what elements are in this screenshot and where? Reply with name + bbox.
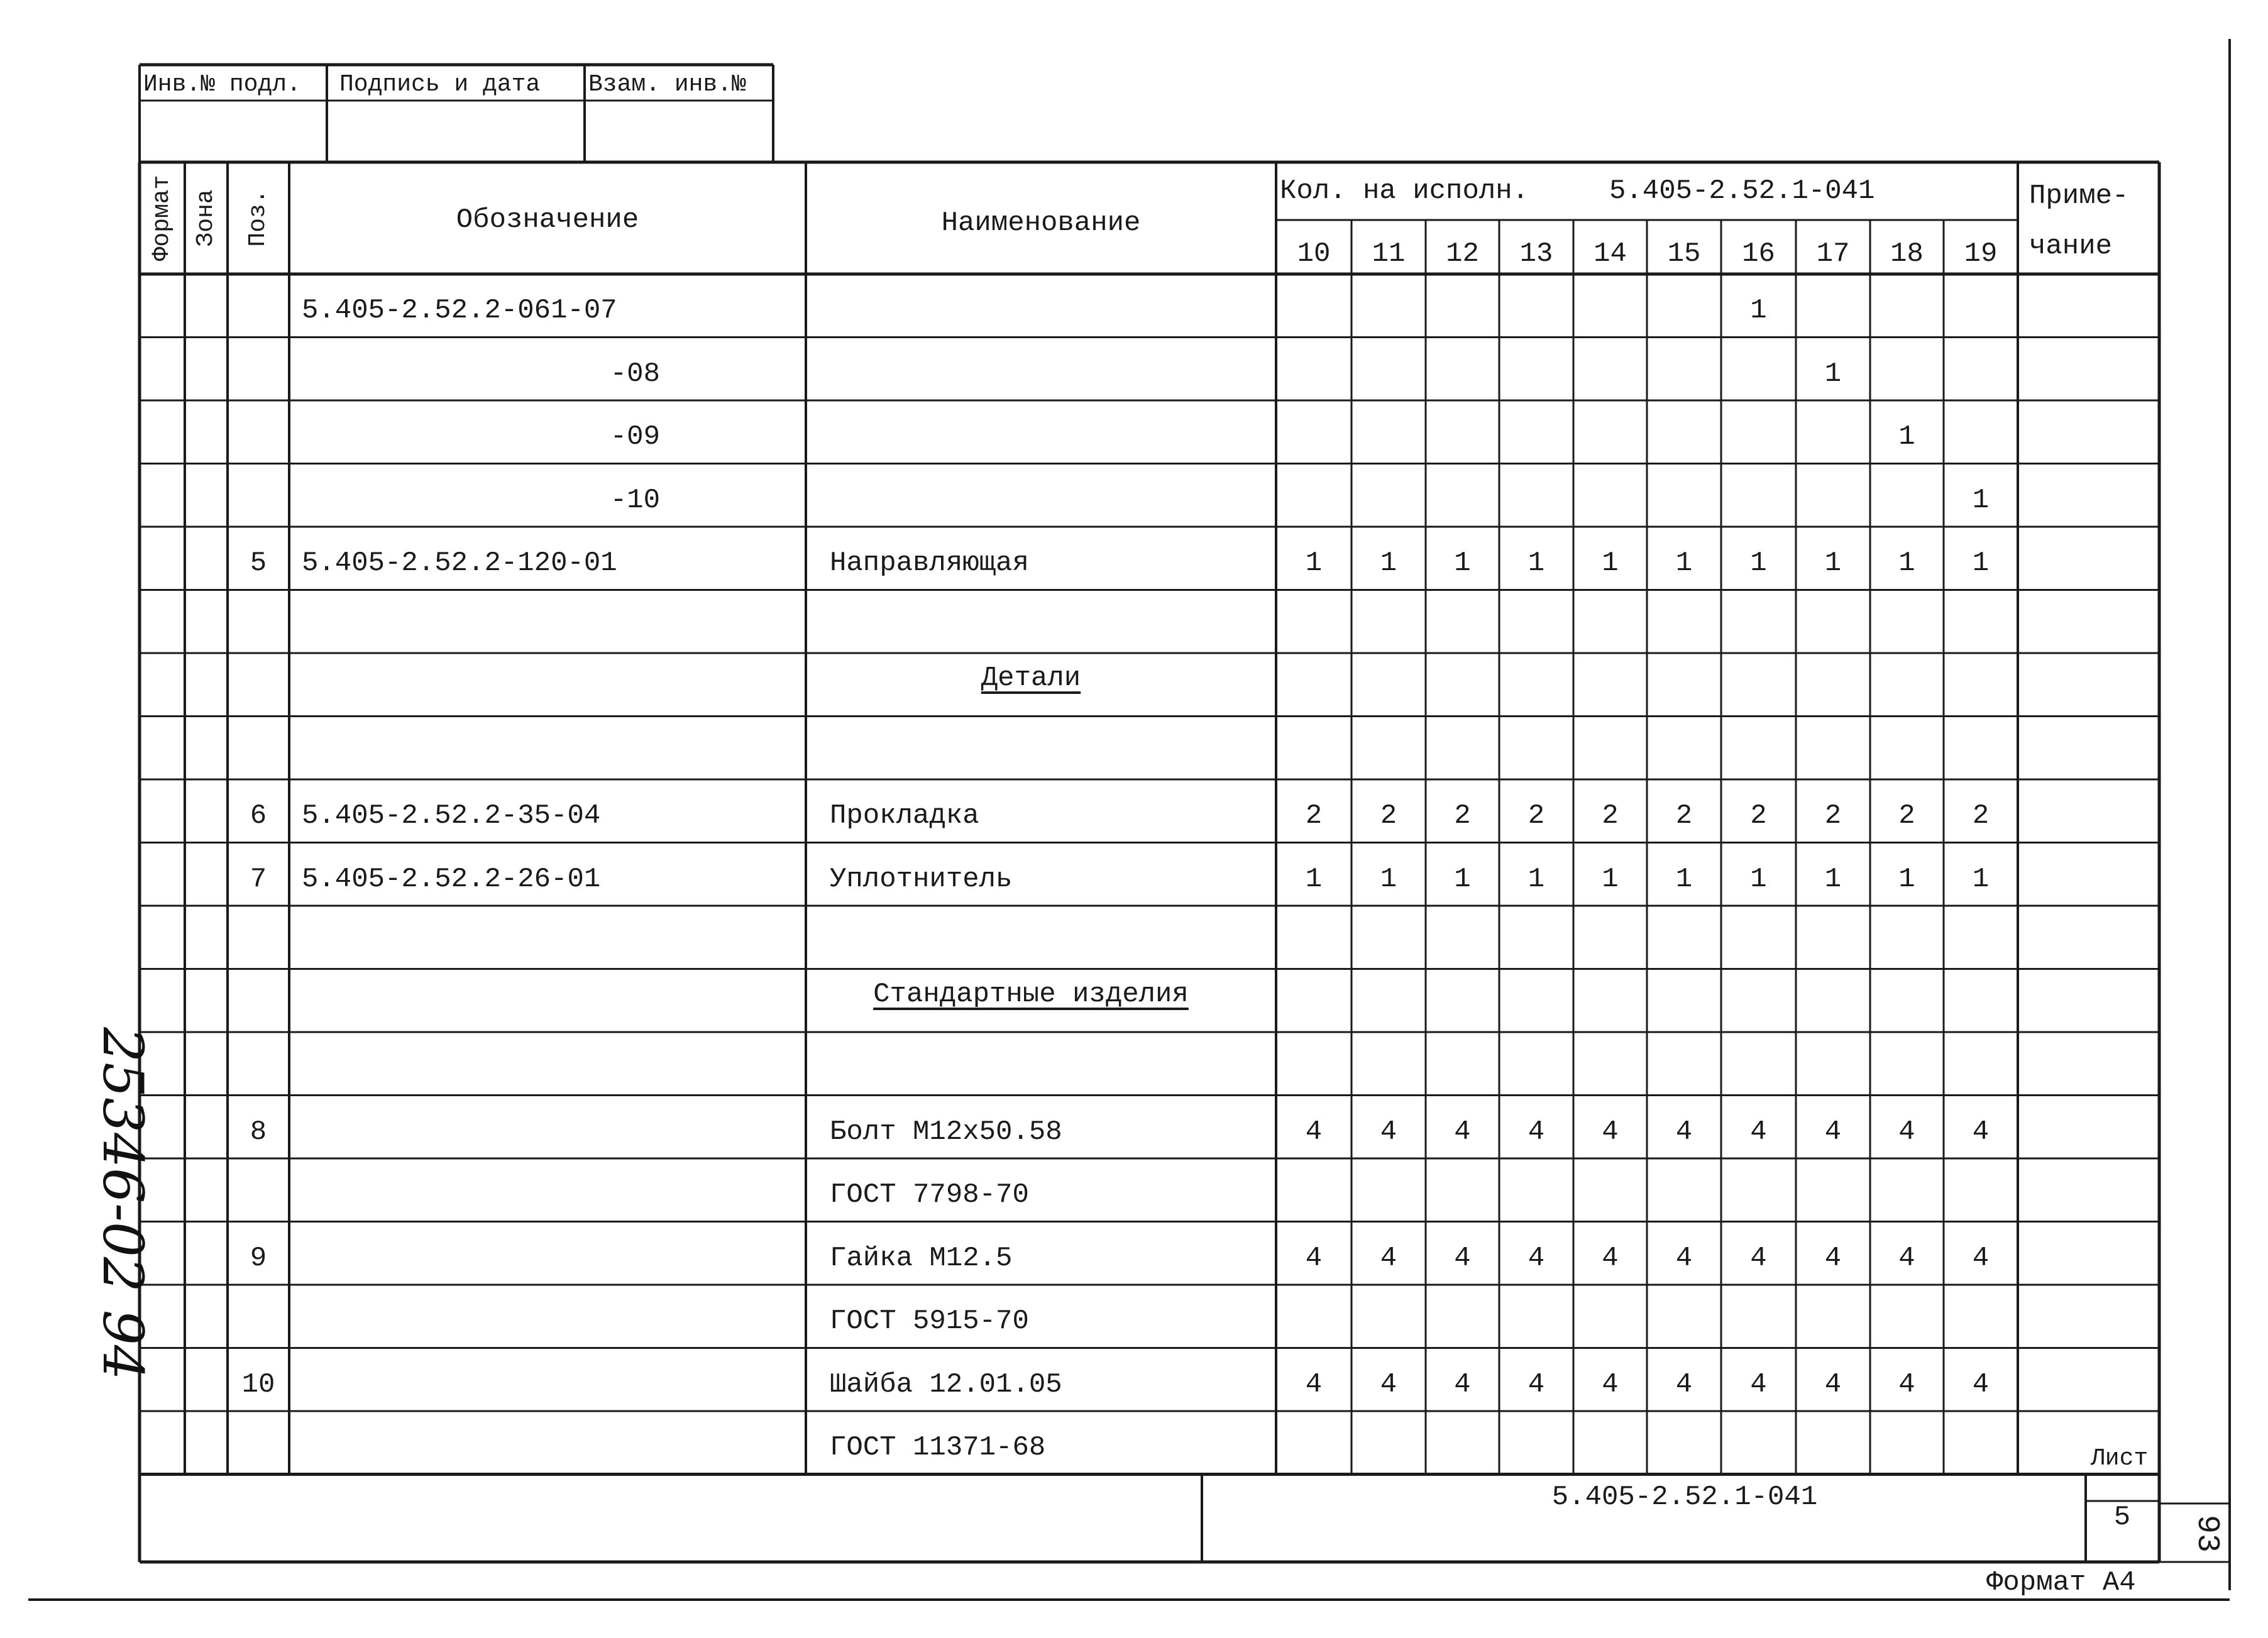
row-qty: 1 — [1454, 547, 1471, 579]
row-qty: 2 — [1750, 800, 1767, 832]
row-qty: 4 — [1602, 1242, 1619, 1274]
header-variant: 11 — [1372, 238, 1406, 270]
row-qty: 1 — [1972, 484, 1990, 516]
row-qty: 4 — [1898, 1242, 1915, 1274]
row-naimenovanie: ГОСТ 7798-70 — [830, 1179, 1029, 1211]
row-qty: 1 — [1305, 863, 1323, 895]
row-naimenovanie: Прокладка — [830, 800, 979, 832]
row-qty: 4 — [1528, 1242, 1545, 1274]
row-oboznachenie: -09 — [610, 421, 660, 453]
row-oboznachenie: -08 — [610, 358, 660, 390]
row-qty: 1 — [1824, 358, 1842, 390]
row-oboznachenie: 5.405-2.52.2-26-01 — [302, 863, 601, 895]
header-format: Формат — [148, 175, 175, 261]
footer-list-label: Лист — [2091, 1445, 2149, 1472]
row-qty: 1 — [1380, 863, 1397, 895]
header-variant: 13 — [1519, 238, 1553, 270]
header-kol-label: Кол. на исполн. — [1280, 175, 1529, 207]
row-qty: 4 — [1750, 1368, 1767, 1400]
row-qty: 4 — [1675, 1368, 1693, 1400]
header-poz: Поз. — [245, 189, 272, 247]
row-oboznachenie: -10 — [610, 484, 660, 516]
row-qty: 2 — [1305, 800, 1323, 832]
row-qty: 2 — [1898, 800, 1915, 832]
row-qty: 4 — [1898, 1368, 1915, 1400]
footer-list-num: 5 — [2113, 1502, 2131, 1533]
row-naimenovanie: Гайка М12.5 — [830, 1242, 1013, 1274]
row-qty: 4 — [1380, 1242, 1397, 1274]
header-variant: 17 — [1816, 238, 1850, 270]
row-poz: 5 — [250, 547, 267, 579]
header-variant: 19 — [1964, 238, 1998, 270]
row-poz: 7 — [250, 863, 267, 895]
row-qty: 2 — [1454, 800, 1471, 832]
row-qty: 1 — [1750, 863, 1767, 895]
row-qty: 2 — [1528, 800, 1545, 832]
row-qty: 1 — [1305, 547, 1323, 579]
row-qty: 4 — [1305, 1368, 1323, 1400]
handwritten-note: 25346-02 94 — [91, 1027, 155, 1380]
row-qty: 4 — [1305, 1116, 1323, 1148]
row-qty: 1 — [1675, 863, 1693, 895]
row-qty: 4 — [1528, 1368, 1545, 1400]
row-qty: 1 — [1528, 863, 1545, 895]
footer-format: Формат А4 — [1986, 1567, 2136, 1598]
row-qty: 1 — [1824, 547, 1842, 579]
row-poz: 8 — [250, 1116, 267, 1148]
row-qty: 4 — [1675, 1116, 1693, 1148]
row-qty: 4 — [1824, 1242, 1842, 1274]
row-qty: 1 — [1380, 547, 1397, 579]
row-qty: 4 — [1824, 1116, 1842, 1148]
row-qty: 4 — [1602, 1368, 1619, 1400]
row-qty: 1 — [1898, 547, 1915, 579]
section-heading: Детали — [981, 662, 1081, 694]
row-qty: 1 — [1972, 863, 1990, 895]
row-qty: 2 — [1675, 800, 1693, 832]
row-oboznachenie: 5.405-2.52.2-35-04 — [302, 800, 601, 832]
row-poz: 10 — [241, 1368, 275, 1400]
header-variant: 10 — [1297, 238, 1331, 270]
row-qty: 4 — [1454, 1368, 1471, 1400]
row-qty: 4 — [1675, 1242, 1693, 1274]
row-qty: 1 — [1898, 863, 1915, 895]
row-qty: 1 — [1675, 547, 1693, 579]
row-qty: 4 — [1972, 1368, 1990, 1400]
row-qty: 4 — [1305, 1242, 1323, 1274]
row-qty: 1 — [1750, 547, 1767, 579]
header-kol-doc: 5.405-2.52.1-041 — [1609, 175, 1875, 207]
row-oboznachenie: 5.405-2.52.2-061-07 — [302, 295, 617, 326]
row-qty: 4 — [1380, 1116, 1397, 1148]
row-qty: 4 — [1898, 1116, 1915, 1148]
row-qty: 4 — [1750, 1116, 1767, 1148]
row-qty: 4 — [1528, 1116, 1545, 1148]
row-qty: 1 — [1528, 547, 1545, 579]
row-qty: 4 — [1454, 1242, 1471, 1274]
row-qty: 1 — [1898, 421, 1915, 453]
row-qty: 1 — [1602, 547, 1619, 579]
row-qty: 1 — [1972, 547, 1990, 579]
header-naimenovanie: Наименование — [941, 207, 1141, 239]
footer-doc-number: 5.405-2.52.1-041 — [1551, 1481, 1818, 1513]
row-qty: 1 — [1824, 863, 1842, 895]
stamp-inv-podl: Инв.№ подл. — [143, 71, 301, 98]
row-qty: 4 — [1972, 1242, 1990, 1274]
row-naimenovanie: ГОСТ 5915-70 — [830, 1305, 1029, 1337]
row-naimenovanie: Болт М12х50.58 — [830, 1116, 1062, 1148]
row-qty: 1 — [1602, 863, 1619, 895]
header-variant: 14 — [1594, 238, 1627, 270]
row-qty: 4 — [1454, 1116, 1471, 1148]
header-zona: Зона — [192, 189, 219, 247]
page-side-number: 93 — [2189, 1514, 2225, 1553]
row-naimenovanie: Направляющая — [830, 547, 1029, 579]
row-qty: 4 — [1824, 1368, 1842, 1400]
row-naimenovanie: ГОСТ 11371-68 — [830, 1432, 1046, 1463]
row-qty: 2 — [1380, 800, 1397, 832]
row-qty: 1 — [1454, 863, 1471, 895]
header-variant: 15 — [1667, 238, 1701, 270]
header-variant: 12 — [1446, 238, 1479, 270]
stamp-vzam-inv: Взам. инв.№ — [588, 71, 746, 98]
header-variant: 16 — [1742, 238, 1775, 270]
row-oboznachenie: 5.405-2.52.2-120-01 — [302, 547, 617, 579]
header-prim-1: Приме- — [2029, 180, 2129, 212]
stamp-podpis-data: Подпись и дата — [339, 71, 541, 98]
row-naimenovanie: Уплотнитель — [830, 863, 1013, 895]
header-prim-2: чание — [2029, 231, 2113, 262]
row-qty: 4 — [1380, 1368, 1397, 1400]
row-qty: 4 — [1750, 1242, 1767, 1274]
header-variant: 18 — [1890, 238, 1924, 270]
header-oboznachenie: Обозначение — [456, 204, 639, 236]
row-qty: 4 — [1602, 1116, 1619, 1148]
row-qty: 2 — [1602, 800, 1619, 832]
row-qty: 2 — [1972, 800, 1990, 832]
row-naimenovanie: Шайба 12.01.05 — [830, 1368, 1062, 1400]
row-poz: 9 — [250, 1242, 267, 1274]
row-poz: 6 — [250, 800, 267, 832]
row-qty: 2 — [1824, 800, 1842, 832]
section-heading: Стандартные изделия — [873, 978, 1189, 1010]
row-qty: 4 — [1972, 1116, 1990, 1148]
row-qty: 1 — [1750, 295, 1767, 326]
